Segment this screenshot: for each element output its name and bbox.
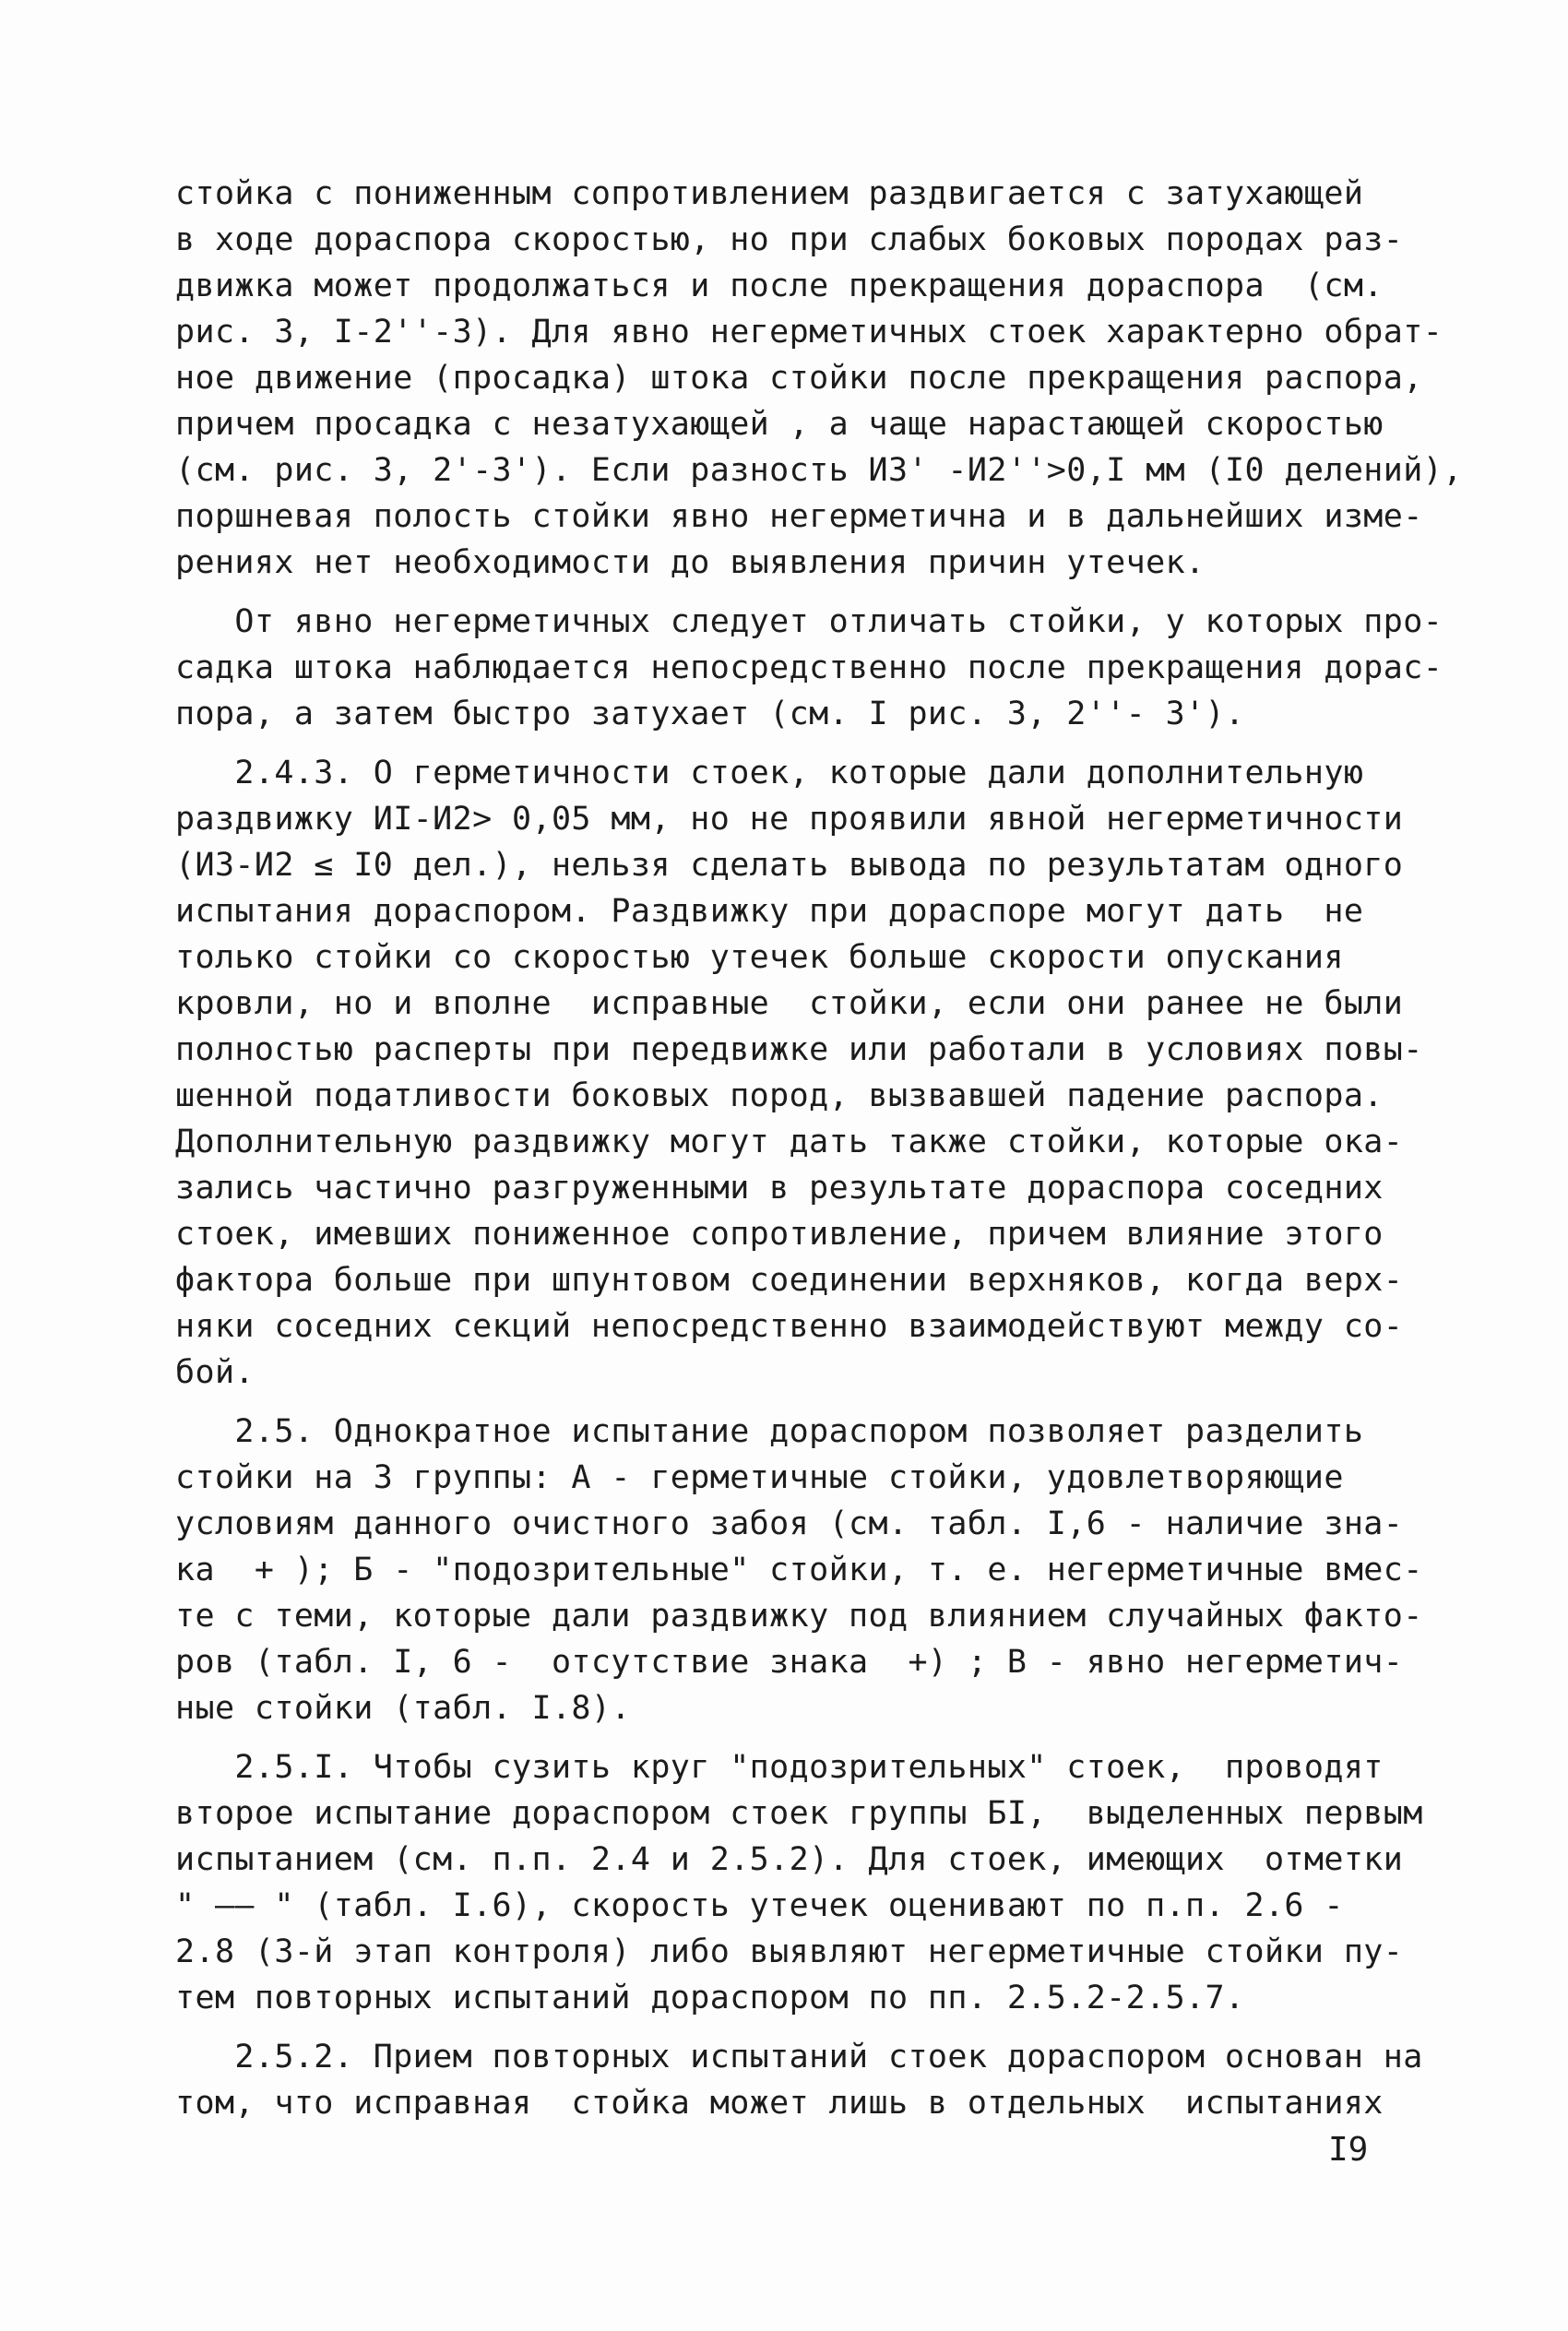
text-line: 2.5.I. Чтобы сузить круг "подозрительных" стоек, проводят <box>175 1749 1384 1786</box>
paragraph-gap <box>175 1396 1402 1409</box>
text-line: стойка с пониженным сопротивлением раздвигается с затухающей <box>175 175 1364 212</box>
text-line: причем просадка с незатухающей , а чаще нарастающей скоростью <box>175 406 1384 443</box>
text-line: няки соседних секций непосредственно взаимодействуют между со- <box>175 1308 1404 1345</box>
text-line: зались частично разгруженными в результате дораспора соседних <box>175 1170 1384 1207</box>
text-line: в ходе дораспора скоростью, но при слабых боковых породах раз- <box>175 221 1404 258</box>
text-line: том, что исправная стойка может лишь в отдельных испытаниях <box>175 2085 1384 2122</box>
text-line: кровли, но и вполне исправные стойки, если они ранее не были <box>175 985 1404 1022</box>
paragraph-gap <box>175 586 1402 599</box>
paragraph <box>175 1744 1423 2021</box>
text-line: раздвижку ИI-И2> 0,05 мм, но не проявили явной негерметичности <box>175 801 1404 838</box>
text-line: 2.8 (3-й этап контроля) либо выявляют негерметичные стойки пу- <box>175 1933 1404 1970</box>
paragraph <box>175 171 1463 586</box>
text-line: рениях нет необходимости до выявления причин утечек. <box>175 544 1206 581</box>
text-line: испытанием (см. п.п. 2.4 и 2.5.2). Для стоек, имеющих отметки <box>175 1841 1404 1878</box>
paragraph <box>175 1409 1423 1731</box>
text-line: (см. рис. 3, 2'-3'). Если разность И3' -И2''>0,I мм (I0 делений), <box>175 452 1463 489</box>
text-line: 2.5. Однократное испытание дораспором позволяет разделить <box>175 1413 1364 1450</box>
text-line: рис. 3, I-2''-3). Для явно негерметичных стоек характерно обрат- <box>175 314 1443 351</box>
text-line: пора, а затем быстро затухает (см. I рис. 3, 2''- 3'). <box>175 696 1245 732</box>
text-line: испытания дораспором. Раздвижку при дораспоре могут дать не <box>175 893 1364 930</box>
text-line: поршневая полость стойки явно негерметична и в дальнейших изме- <box>175 498 1423 535</box>
body-text <box>175 171 1463 2126</box>
text-line: шенной податливости боковых пород, вызвавшей падение распора. <box>175 1077 1384 1114</box>
text-line: условиям данного очистного забоя (см. табл. I,6 - наличие зна- <box>175 1505 1404 1542</box>
text-line: (И3-И2 ≤ I0 дел.), нельзя сделать вывода по результатам одного <box>175 847 1404 884</box>
text-line: 2.4.3. О герметичности стоек, которые дали дополнительную <box>175 755 1364 791</box>
text-line: полностью расперты при передвижке или работали в условиях повы- <box>175 1031 1423 1068</box>
paragraph <box>175 2034 1423 2126</box>
text-line: ка + ); Б - "подозрительные" стойки, т. е. негерметичные вмес- <box>175 1552 1423 1588</box>
text-line: ров (табл. I, 6 - отсутствие знака +) ; В - явно негерметич- <box>175 1644 1404 1681</box>
text-line: те с теми, которые дали раздвижку под влиянием случайных факто- <box>175 1598 1423 1635</box>
text-line: стойки на 3 группы: А - герметичные стойки, удовлетворяющие <box>175 1459 1344 1496</box>
paragraph <box>175 750 1423 1396</box>
paragraph-gap <box>175 2021 1402 2034</box>
page-number: I9 <box>1328 2131 1369 2169</box>
paragraph-gap <box>175 1731 1402 1744</box>
text-line: ное движение (просадка) штока стойки после прекращения распора, <box>175 360 1423 397</box>
text-line: ные стойки (табл. I.8). <box>175 1690 631 1727</box>
text-line: движка может продолжаться и после прекращения дораспора (см. <box>175 268 1384 304</box>
text-line: 2.5.2. Прием повторных испытаний стоек дораспором основан на <box>175 2039 1423 2075</box>
text-line: только стойки со скоростью утечек больше скорости опускания <box>175 939 1344 976</box>
text-line: бой. <box>175 1354 255 1391</box>
text-line: тем повторных испытаний дораспором по пп. 2.5.2-2.5.7. <box>175 1980 1245 2016</box>
text-line: " —— " (табл. I.6), скорость утечек оценивают по п.п. 2.6 - <box>175 1887 1344 1924</box>
text-line: садка штока наблюдается непосредственно после прекращения дорас- <box>175 649 1443 686</box>
text-line: От явно негерметичных следует отличать стойки, у которых про- <box>175 603 1443 640</box>
text-line: второе испытание дораспором стоек группы БI, выделенных первым <box>175 1795 1423 1832</box>
text-line: стоек, имевших пониженное сопротивление, причем влияние этого <box>175 1216 1384 1253</box>
paragraph <box>175 599 1443 737</box>
paragraph-gap <box>175 737 1402 750</box>
text-line: Дополнительную раздвижку могут дать также стойки, которые ока- <box>175 1124 1404 1160</box>
text-line: фактора больше при шпунтовом соединении верхняков, когда верх- <box>175 1262 1404 1299</box>
